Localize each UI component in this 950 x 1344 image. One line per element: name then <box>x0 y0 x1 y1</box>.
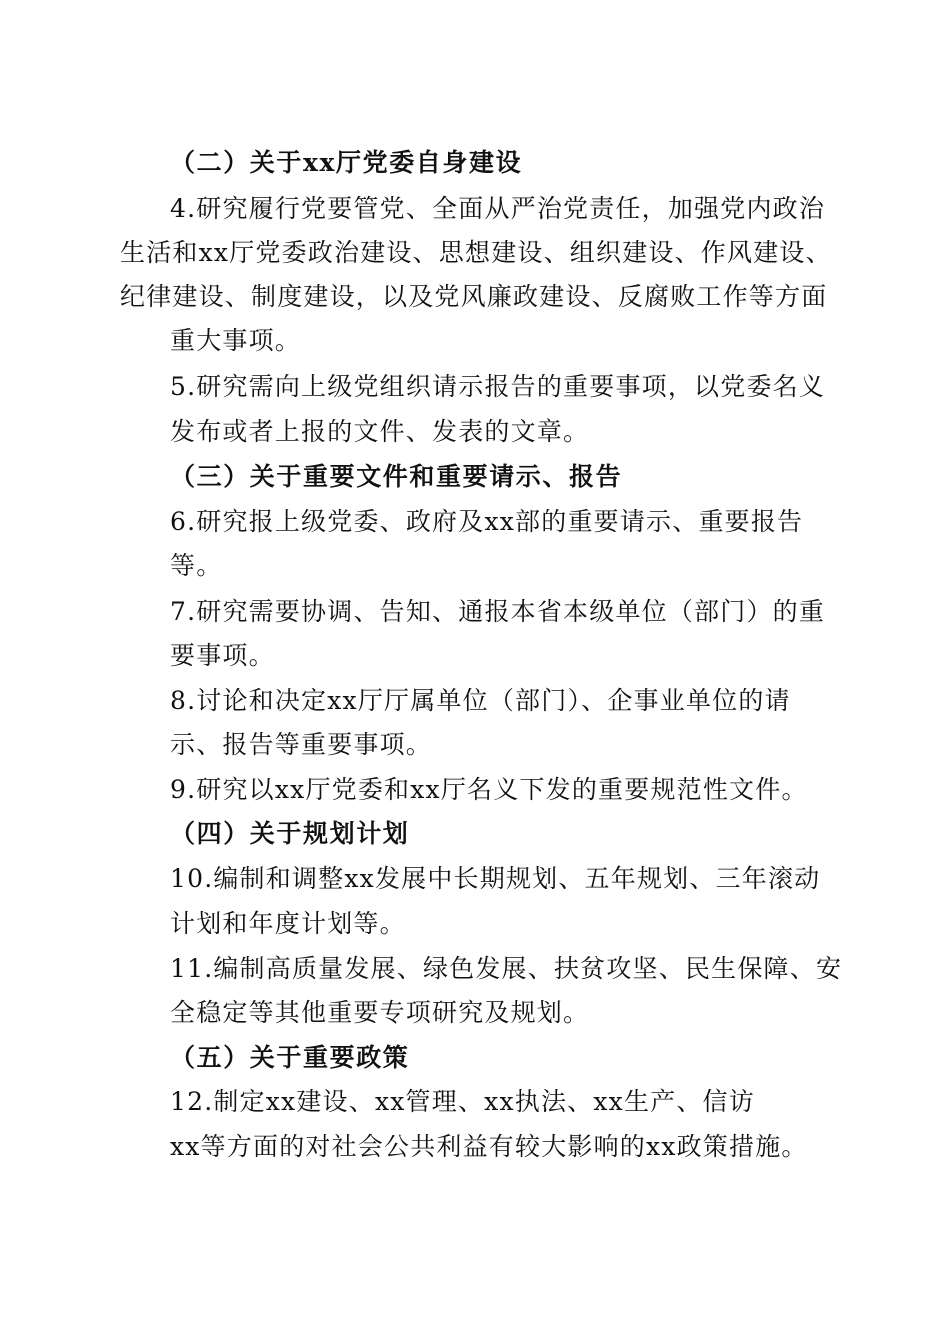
paragraph-line: xx等方面的对社会公共利益有较大影响的xx政策措施。 <box>170 1132 808 1161</box>
section-heading-2: （二）关于xx厅党委自身建设 <box>170 148 523 177</box>
paragraph-line: 8.讨论和决定xx厅厅属单位（部门）、企事业单位的请 <box>170 686 791 715</box>
paragraph-line: 计划和年度计划等。 <box>170 909 406 938</box>
section-heading-5: （五）关于重要政策 <box>170 1043 410 1072</box>
paragraph-line: 12.制定xx建设、xx管理、xx执法、xx生产、信访 <box>170 1087 755 1116</box>
paragraph-line: 全稳定等其他重要专项研究及规划。 <box>170 998 590 1027</box>
paragraph-line: 发布或者上报的文件、发表的文章。 <box>170 417 590 446</box>
paragraph-line: 6.研究报上级党委、政府及xx部的重要请示、重要报告 <box>170 507 804 536</box>
paragraph-line: 示、报告等重要事项。 <box>170 730 433 759</box>
paragraph-line: 11.编制高质量发展、绿色发展、扶贫攻坚、民生保障、安 <box>170 954 843 983</box>
paragraph-line: 重大事项。 <box>170 326 302 355</box>
section-heading-4: （四）关于规划计划 <box>170 819 410 848</box>
paragraph-line: 生活和xx厅党委政治建设、思想建设、组织建设、作风建设、 <box>120 238 832 267</box>
paragraph-line: 纪律建设、制度建设，以及党风廉政建设、反腐败工作等方面 <box>120 282 828 311</box>
paragraph-line: 10.编制和调整xx发展中长期规划、五年规划、三年滚动 <box>170 864 821 893</box>
paragraph-line: 4.研究履行党要管党、全面从严治党责任，加强党内政治 <box>170 194 826 223</box>
paragraph-line: 5.研究需向上级党组织请示报告的重要事项，以党委名义 <box>170 372 826 401</box>
paragraph-line: 等。 <box>170 551 223 580</box>
paragraph-line: 9.研究以xx厅党委和xx厅名义下发的重要规范性文件。 <box>170 775 808 804</box>
section-heading-3: （三）关于重要文件和重要请示、报告 <box>170 462 623 491</box>
paragraph-line: 要事项。 <box>170 641 275 670</box>
paragraph-line: 7.研究需要协调、告知、通报本省本级单位（部门）的重 <box>170 597 826 626</box>
